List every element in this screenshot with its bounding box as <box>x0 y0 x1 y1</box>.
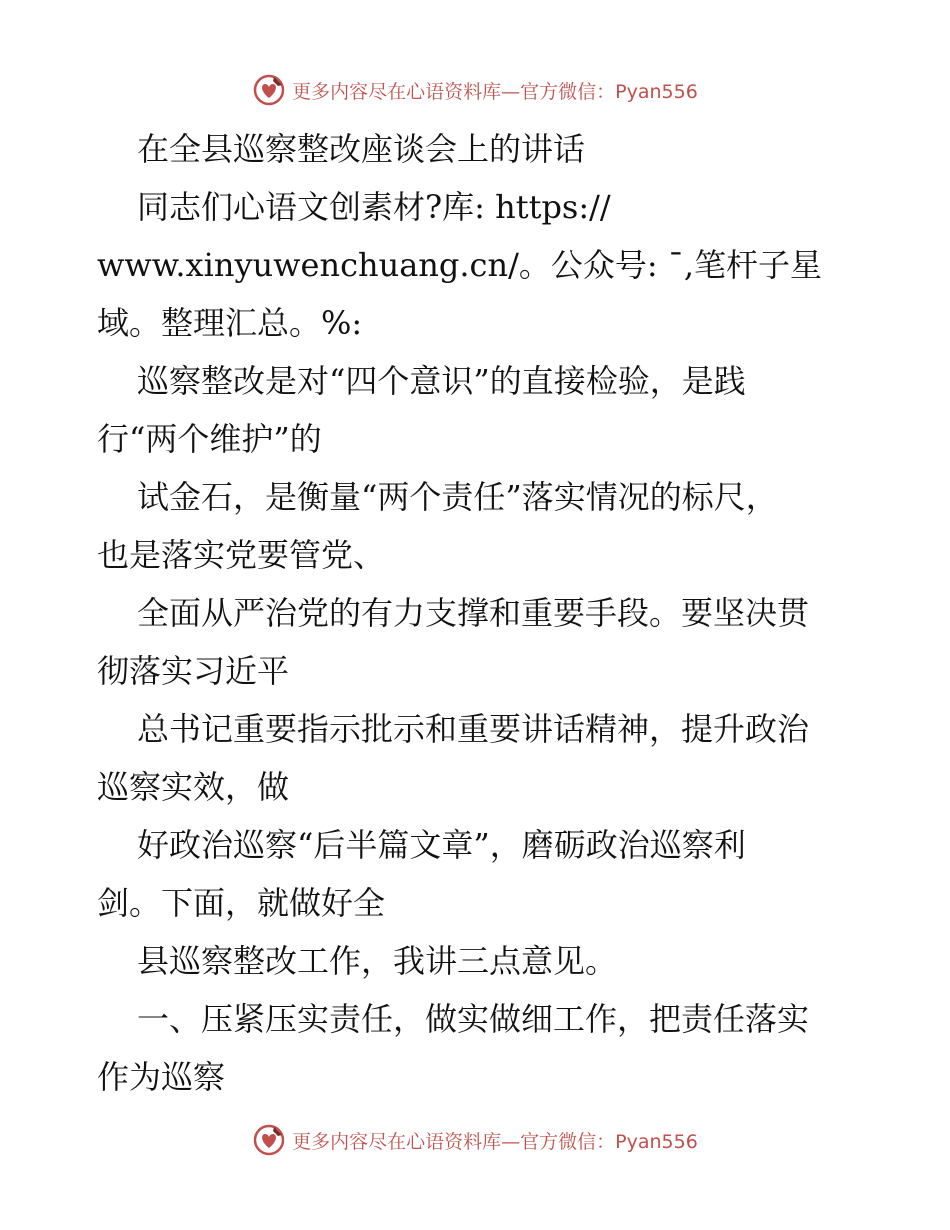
document-line: 巡察实效，做 <box>97 768 290 806</box>
watermark-text: 更多内容尽在心语资料库—官方微信： <box>292 80 616 103</box>
document-body <box>97 120 867 1106</box>
document-line: 作为巡察 <box>97 1058 226 1096</box>
watermark-text: 更多内容尽在心语资料库—官方微信： <box>292 1130 616 1153</box>
document-line: 也是落实党要管党、 <box>97 536 386 574</box>
heart-pen-logo-icon <box>252 73 286 107</box>
document-line: 在全县巡察整改座谈会上的讲话 <box>137 130 586 168</box>
document-line: 好政治巡察“后半篇文章”，磨砺政治巡察利 <box>137 826 746 864</box>
document-line: 总书记重要指示批示和重要讲话精神，提升政治 <box>137 710 810 748</box>
document-line: 域。整理汇总。%: <box>97 304 363 342</box>
document-line: 行“两个维护”的 <box>97 420 322 458</box>
document-line: 剑。下面，就做好全 <box>97 884 386 922</box>
document-line: 同志们心语文创素材?库: https:// <box>137 188 611 226</box>
heart-pen-logo-icon <box>252 1123 286 1157</box>
footer-watermark <box>0 1120 950 1160</box>
watermark-wechat-id: Pyan556 <box>615 80 698 103</box>
document-line: www.xinyuwenchuang.cn/。公众号: ¯,笔杆子星 <box>97 246 822 284</box>
document-line: 试金石，是衡量“两个责任”落实情况的标尺， <box>137 478 778 516</box>
document-line: 一、压紧压实责任，做实做细工作，把责任落实 <box>137 1000 810 1038</box>
header-watermark <box>0 70 950 110</box>
document-line: 巡察整改是对“四个意识”的直接检验，是践 <box>137 362 746 400</box>
watermark-wechat-id: Pyan556 <box>615 1130 698 1153</box>
document-line: 全面从严治党的有力支撑和重要手段。要坚决贯 <box>137 594 810 632</box>
document-line: 彻落实习近平 <box>97 652 290 690</box>
document-line: 县巡察整改工作，我讲三点意见。 <box>137 942 618 980</box>
